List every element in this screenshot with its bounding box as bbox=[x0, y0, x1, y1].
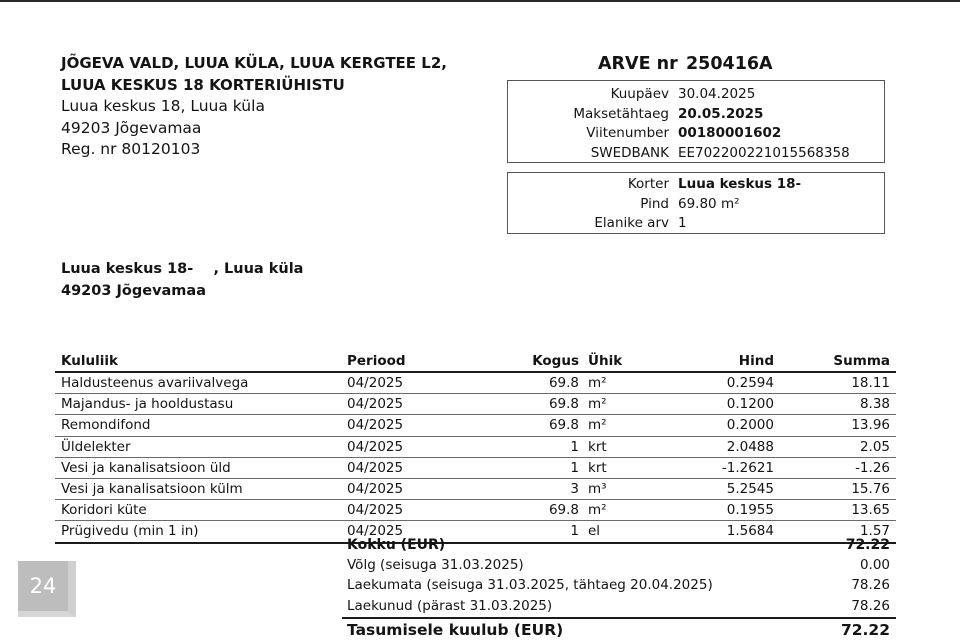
cell-unit: m³ bbox=[588, 480, 607, 497]
summary-payable-label: Tasumisele kuulub (EUR) bbox=[347, 621, 564, 639]
top-border bbox=[0, 0, 960, 2]
issuer-name-line2: LUUA KESKUS 18 KORTERIÜHISTU bbox=[61, 75, 345, 94]
issuer-name-line1: JÕGEVA VALD, LUUA KÜLA, LUUA KERGTEE L2, bbox=[61, 54, 447, 72]
cell-period: 04/2025 bbox=[347, 502, 404, 519]
header-price: Hind bbox=[738, 353, 774, 369]
cell-name: Üldelekter bbox=[61, 438, 131, 455]
cell-qty: 69.8 bbox=[548, 417, 579, 434]
detail-value: EE702200221015568358 bbox=[678, 144, 850, 161]
cell-sum: 8.38 bbox=[859, 396, 890, 413]
cell-unit: krt bbox=[588, 438, 607, 455]
cell-price: 0.2594 bbox=[726, 375, 774, 391]
apartment-value: 1 bbox=[678, 215, 687, 231]
cell-period: 04/2025 bbox=[347, 438, 404, 455]
cell-qty: 69.8 bbox=[548, 396, 579, 413]
detail-value: 00180001602 bbox=[678, 125, 782, 141]
cell-unit: el bbox=[588, 523, 601, 540]
summary-received-label: Laekunud (pärast 31.03.2025) bbox=[347, 597, 553, 614]
header-qty: Kogus bbox=[532, 353, 579, 369]
summary-unpaid bbox=[342, 575, 896, 595]
table-row bbox=[55, 415, 896, 436]
issuer-reg-number: Reg. nr 80120103 bbox=[61, 140, 201, 158]
invoice-details-box bbox=[507, 80, 885, 163]
apartment-value: Luua keskus 18- bbox=[678, 176, 802, 192]
header-name: Kululiik bbox=[61, 353, 118, 369]
cell-sum: 13.65 bbox=[851, 502, 890, 519]
cell-price: -1.2621 bbox=[721, 459, 774, 476]
cell-name: Koridori küte bbox=[61, 502, 147, 519]
summary-received-value: 78.26 bbox=[851, 597, 890, 614]
issuer-block bbox=[61, 53, 447, 161]
detail-row-due-date bbox=[508, 105, 884, 125]
apartment-label: Pind bbox=[640, 195, 669, 212]
detail-value: 20.05.2025 bbox=[678, 105, 764, 122]
table-row bbox=[55, 458, 896, 479]
table-header bbox=[55, 352, 896, 373]
invoice-title bbox=[598, 54, 773, 74]
cell-period: 04/2025 bbox=[347, 459, 404, 476]
detail-label: Kuupäev bbox=[610, 86, 669, 102]
cell-name: Vesi ja kanalisatsioon külm bbox=[61, 480, 243, 497]
cell-unit: krt bbox=[588, 459, 607, 476]
cell-price: 5.2545 bbox=[726, 480, 774, 497]
cell-qty: 69.8 bbox=[548, 375, 579, 391]
cell-sum: 15.76 bbox=[851, 480, 890, 497]
apartment-label: Korter bbox=[627, 176, 669, 192]
cell-unit: m² bbox=[588, 502, 607, 519]
issuer-address-line2: 49203 Jõgevamaa bbox=[61, 118, 202, 137]
apartment-row-area bbox=[508, 195, 884, 215]
detail-row-reference bbox=[508, 124, 884, 144]
cell-price: 0.1200 bbox=[726, 396, 774, 413]
cell-name: Remondifond bbox=[61, 417, 151, 434]
apartment-label: Elanike arv bbox=[594, 215, 669, 231]
summary-received bbox=[342, 596, 896, 616]
cell-price: 0.2000 bbox=[726, 417, 774, 434]
apartment-row-residents bbox=[508, 214, 884, 234]
cell-period: 04/2025 bbox=[347, 523, 404, 540]
cell-name: Majandus- ja hooldustasu bbox=[61, 396, 234, 413]
summary-debt-value: 0.00 bbox=[859, 557, 890, 574]
table-row bbox=[55, 373, 896, 394]
cell-qty: 3 bbox=[570, 480, 579, 497]
recipient-line1: Luua keskus 18- , Luua küla bbox=[61, 261, 304, 277]
cell-period: 04/2025 bbox=[347, 480, 404, 497]
table-row bbox=[55, 500, 896, 521]
summary-total-value: 72.22 bbox=[845, 537, 890, 553]
cell-period: 04/2025 bbox=[347, 396, 404, 413]
summary-debt-label: Võlg (seisuga 31.03.2025) bbox=[347, 557, 524, 574]
detail-label: SWEDBANK bbox=[590, 144, 669, 161]
issuer-address-line1: Luua keskus 18, Luua küla bbox=[61, 97, 265, 115]
cell-unit: m² bbox=[588, 396, 607, 413]
detail-label: Maksetähtaeg bbox=[573, 105, 669, 122]
cell-qty: 1 bbox=[570, 459, 579, 476]
apartment-row-apartment bbox=[508, 175, 884, 195]
cell-price: 2.0488 bbox=[726, 438, 774, 455]
recipient-line2: 49203 Jõgevamaa bbox=[61, 283, 206, 299]
invoice-number: 250416A bbox=[686, 54, 773, 74]
table-row bbox=[55, 437, 896, 458]
summary-unpaid-value: 78.26 bbox=[851, 577, 890, 594]
cell-sum: 13.96 bbox=[851, 417, 890, 434]
cell-unit: m² bbox=[588, 375, 607, 391]
charges-table bbox=[55, 352, 896, 544]
cell-qty: 1 bbox=[570, 438, 579, 455]
summary-payable-value: 72.22 bbox=[840, 621, 890, 639]
cell-price: 1.5684 bbox=[726, 523, 774, 540]
summary-unpaid-label: Laekumata (seisuga 31.03.2025, tähtaeg 20.04.2025) bbox=[347, 577, 713, 594]
cell-name: Prügivedu (min 1 in) bbox=[61, 523, 199, 540]
table-row bbox=[55, 479, 896, 500]
page-number-badge: 24 bbox=[18, 561, 76, 617]
header-unit: Ühik bbox=[588, 353, 623, 369]
cell-sum: 2.05 bbox=[859, 438, 890, 455]
cell-unit: m² bbox=[588, 417, 607, 434]
cell-period: 04/2025 bbox=[347, 417, 404, 434]
cell-name: Haldusteenus avariivalvega bbox=[61, 375, 249, 391]
cell-qty: 1 bbox=[570, 523, 579, 540]
detail-row-bank bbox=[508, 144, 884, 164]
detail-value: 30.04.2025 bbox=[678, 86, 756, 102]
apartment-box bbox=[507, 172, 885, 234]
recipient-block bbox=[61, 258, 303, 302]
summary-divider bbox=[342, 617, 896, 619]
cell-period: 04/2025 bbox=[347, 375, 404, 391]
summary-debt bbox=[342, 555, 896, 575]
cell-sum: -1.26 bbox=[855, 459, 890, 476]
detail-label: Viitenumber bbox=[586, 125, 669, 141]
cell-name: Vesi ja kanalisatsioon üld bbox=[61, 459, 231, 476]
summary-total-label: Kokku (EUR) bbox=[347, 537, 446, 553]
cell-sum: 18.11 bbox=[851, 375, 890, 391]
header-period: Periood bbox=[347, 353, 406, 369]
table-row bbox=[55, 394, 896, 415]
detail-row-date bbox=[508, 85, 884, 105]
summary-block bbox=[342, 535, 896, 616]
cell-price: 0.1955 bbox=[726, 502, 774, 519]
header-sum: Summa bbox=[833, 353, 890, 369]
summary-total bbox=[342, 535, 896, 555]
cell-sum: 1.57 bbox=[859, 523, 890, 540]
summary-payable-row bbox=[342, 620, 896, 640]
cell-qty: 69.8 bbox=[548, 502, 579, 519]
apartment-value: 69.80 m² bbox=[678, 195, 740, 212]
invoice-title-label: ARVE nr bbox=[598, 54, 678, 74]
summary-payable bbox=[342, 620, 896, 640]
